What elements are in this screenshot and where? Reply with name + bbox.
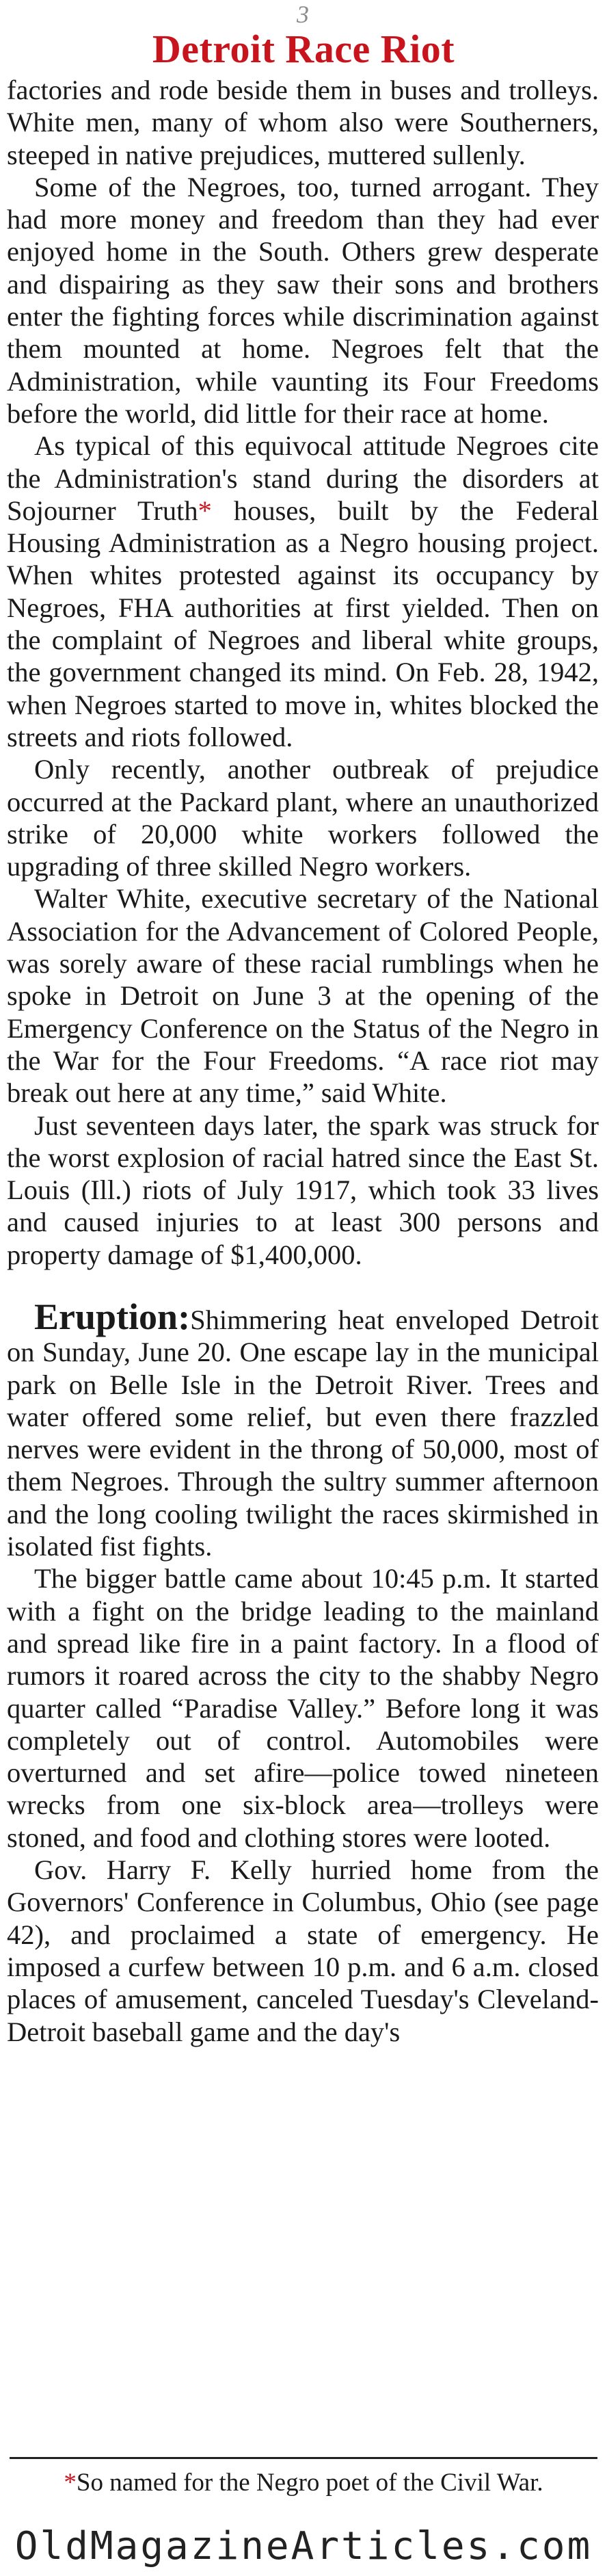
footnote-marker: *: [64, 2469, 77, 2497]
footnote: [0, 2468, 607, 2497]
footnote-marker: *: [198, 495, 212, 526]
paragraph: Gov. Harry F. Kelly hurried home from the Governors' Conference in Columbus, Ohio (see page 42), and proclaimed a state of emergency. He imposed a curfew between 10 p.m. and 6 a.m. closed places of amusement, canceled Tuesday's Cleveland-Detroit baseball game and the day's: [7, 1854, 599, 2047]
paragraph-text: Shimmering heat enveloped Detroit on Sunday, June 20. One escape lay in the municipal park on Belle Isle in the Detroit River. Trees and water offered some relief, but even there frazzled nerves were evident in the throng of 50,000, most of them Negroes. Through the sultry summer afternoon and the long cooling twilight the races skirmished in isolated fist fights.: [7, 1304, 599, 1562]
site-watermark: OldMagazineArticles.com: [14, 2524, 593, 2568]
paragraph: [7, 1298, 599, 1562]
paragraph: Just seventeen days later, the spark was struck for the worst explosion of racial hatred since the East St. Louis (Ill.) riots of July 1917, which took 33 lives and caused injuries to at least 300 persons and property damage of $1,400,000.: [7, 1109, 599, 1270]
article-title: Detroit Race Riot: [152, 27, 455, 71]
footnote-text: So named for the Negro poet of the Civil War.: [76, 2469, 543, 2497]
paragraph: Some of the Negroes, too, turned arrogant. They had more money and freedom than they had ever enjoyed home in the South. Others grew desperate and dispairing as they saw their sons and brothers enter the fighting forces while discrimination against them mounted at home. Negroes felt that the Administration, while vaunting its Four Freedoms before the world, did little for their race at home.: [7, 171, 599, 429]
article-body: [7, 74, 599, 2048]
paragraph: [7, 430, 599, 753]
paragraph: factories and rode beside them in buses and trolleys. White men, many of whom also were Southerners, steeped in native prejudices, muttered sullenly.: [7, 75, 599, 170]
footnote-rule: [10, 2457, 597, 2459]
paragraph: Only recently, another outbreak of prejudice occurred at the Packard plant, where an unauthorized strike of 20,000 white workers followed the upgrading of three skilled Negro workers.: [7, 754, 599, 882]
paragraph-text: houses, built by the Federal Housing Administration as a Negro housing project. When whites protested against its occupancy by Negroes, FHA authorities at first yielded. Then on the complaint of Negroes and liberal white groups, the government changed its mind. On Feb. 28, 1942, when Negroes started to move in, whites blocked the streets and riots followed.: [7, 495, 599, 752]
paragraph-text: As typical of this equivocal attitude Negroes cite the Administration's stand during the disorders at Sojourner Truth: [7, 430, 599, 526]
section-heading: Eruption:: [34, 1296, 191, 1337]
page-number: 3: [297, 1, 310, 28]
section-gap: [7, 1271, 599, 1298]
paragraph: The bigger battle came about 10:45 p.m. It started with a fight on the bridge leading to the mainland and spread like fire in a paint factory. In a flood of rumors it roared across the city to the shabby Negro quarter called “Paradise Valley.” Before long it was completely out of control. Automobiles were overturned and set afire—police towed nineteen wrecks from one six-block area—trolleys were stoned, and food and clothing stores were looted.: [7, 1563, 599, 1853]
paragraph: Walter White, executive secretary of the National Association for the Advancement of Colored People, was sorely aware of these racial rumblings when he spoke in Detroit on June 3 at the opening of the Emergency Conference on the Status of the Negro in the War for the Four Freedoms. “A race riot may break out here at any time,” said White.: [7, 883, 599, 1109]
